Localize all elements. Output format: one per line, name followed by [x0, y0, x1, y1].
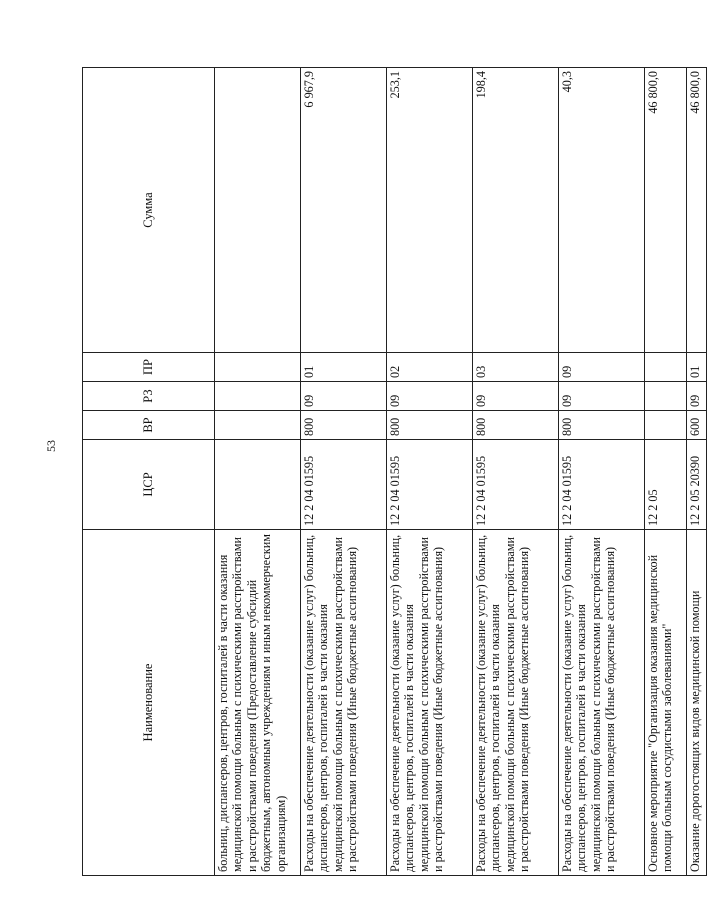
cell-csr: 12 2 04 01595: [387, 440, 473, 530]
cell-vr: 600: [687, 411, 707, 440]
table-row: [473, 68, 559, 876]
cell-name: Расходы на обеспечение деятельности (оказание услуг) больниц, диспансеров, центров, госпиталей в части оказания медицинской помощи больным с психическими расстройствами и расстройствами поведения (Иные бюджетные ассигнования): [387, 530, 473, 876]
cell-csr: 12 2 04 01595: [559, 440, 645, 530]
cell-rz: 09: [473, 382, 559, 411]
cell-sum: 198,4: [473, 68, 559, 353]
cell-sum: 40,3: [559, 68, 645, 353]
cell-rz: 09: [559, 382, 645, 411]
page-number: 53: [44, 440, 58, 452]
cell-pr: 01: [687, 353, 707, 382]
header-name: Наименование: [83, 530, 215, 876]
header-csr: ЦСР: [83, 440, 215, 530]
cell-csr: [215, 440, 301, 530]
cell-sum: [215, 68, 301, 353]
header-pr: ПР: [83, 353, 215, 382]
cell-sum: 46 800,0: [687, 68, 707, 353]
cell-vr: 800: [301, 411, 387, 440]
table-row: [215, 68, 301, 876]
cell-pr: 01: [301, 353, 387, 382]
cell-sum: 253,1: [387, 68, 473, 353]
cell-pr: [215, 353, 301, 382]
budget-table: [82, 67, 707, 876]
table-row: [301, 68, 387, 876]
cell-rz: [645, 382, 687, 411]
header-rz: РЗ: [83, 382, 215, 411]
cell-name: больниц, диспансеров, центров, госпиталей в части оказания медицинской помощи больным с психическими расстройствами и расстройствами поведения (Предоставление субсидий бюджетным, автономным учреждениям и иным некоммерческим организациям): [215, 530, 301, 876]
cell-csr: 12 2 04 01595: [301, 440, 387, 530]
cell-name: Расходы на обеспечение деятельности (оказание услуг) больниц, диспансеров, центров, госпиталей в части оказания медицинской помощи больным с психическими расстройствами и расстройствами поведения (Иные бюджетные ассигнования): [559, 530, 645, 876]
table-row: [687, 68, 707, 876]
cell-sum: 46 800,0: [645, 68, 687, 353]
table-row: [387, 68, 473, 876]
cell-rz: 09: [387, 382, 473, 411]
cell-sum: 6 967,9: [301, 68, 387, 353]
cell-pr: [645, 353, 687, 382]
cell-rz: 09: [687, 382, 707, 411]
cell-name: Основное мероприятие "Организация оказания медицинской помощи больным сосудистыми заболеваниями": [645, 530, 687, 876]
header-vr: ВР: [83, 411, 215, 440]
cell-csr: 12 2 05: [645, 440, 687, 530]
cell-name: Расходы на обеспечение деятельности (оказание услуг) больниц, диспансеров, центров, госпиталей в части оказания медицинской помощи больным с психическими расстройствами и расстройствами поведения (Иные бюджетные ассигнования): [473, 530, 559, 876]
cell-name: Оказание дорогостоящих видов медицинской помощи: [687, 530, 707, 876]
cell-vr: 800: [559, 411, 645, 440]
table-row: [645, 68, 687, 876]
table-header-row: [83, 68, 215, 876]
cell-pr: 02: [387, 353, 473, 382]
cell-pr: 09: [559, 353, 645, 382]
cell-name: Расходы на обеспечение деятельности (оказание услуг) больниц, диспансеров, центров, госпиталей в части оказания медицинской помощи больным с психическими расстройствами и расстройствами поведения (Иные бюджетные ассигнования): [301, 530, 387, 876]
budget-table-container: [82, 68, 702, 876]
cell-csr: 12 2 05 20390: [687, 440, 707, 530]
cell-vr: [215, 411, 301, 440]
cell-rz: 09: [301, 382, 387, 411]
table-row: [559, 68, 645, 876]
header-sum: Сумма: [83, 68, 215, 353]
cell-vr: 800: [387, 411, 473, 440]
cell-csr: 12 2 04 01595: [473, 440, 559, 530]
cell-vr: [645, 411, 687, 440]
cell-vr: 800: [473, 411, 559, 440]
cell-pr: 03: [473, 353, 559, 382]
cell-rz: [215, 382, 301, 411]
